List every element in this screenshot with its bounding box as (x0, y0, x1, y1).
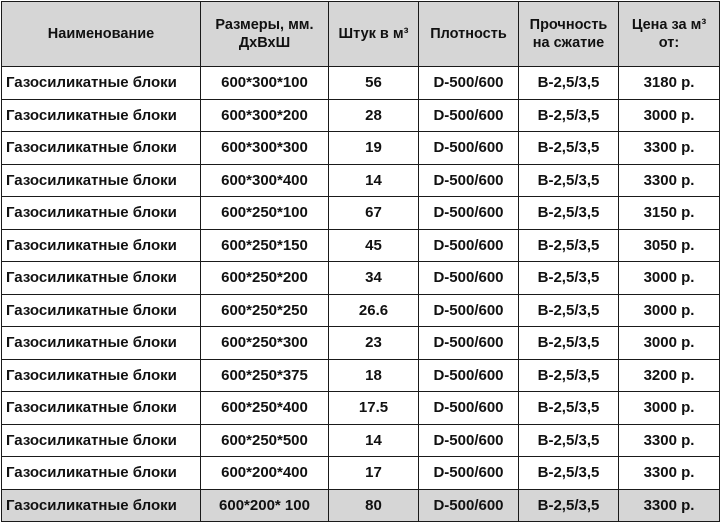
cell-strength: B-2,5/3,5 (519, 392, 619, 425)
cell-name: Газосиликатные блоки (2, 99, 201, 132)
cell-price: 3300 р. (619, 457, 720, 490)
cell-strength: B-2,5/3,5 (519, 67, 619, 100)
cell-density: D-500/600 (419, 99, 519, 132)
cell-strength: B-2,5/3,5 (519, 164, 619, 197)
cell-name: Газосиликатные блоки (2, 424, 201, 457)
cell-density: D-500/600 (419, 294, 519, 327)
cell-size: 600*200*400 (201, 457, 329, 490)
cell-pcs: 14 (329, 424, 419, 457)
cell-price: 3000 р. (619, 99, 720, 132)
cell-density: D-500/600 (419, 164, 519, 197)
cell-density: D-500/600 (419, 132, 519, 165)
price-table (1, 1, 720, 522)
cell-strength: B-2,5/3,5 (519, 197, 619, 230)
cell-size: 600*250*500 (201, 424, 329, 457)
cell-pcs: 23 (329, 327, 419, 360)
cell-density: D-500/600 (419, 67, 519, 100)
cell-pcs: 26.6 (329, 294, 419, 327)
header-size (201, 2, 329, 67)
cell-name: Газосиликатные блоки (2, 392, 201, 425)
cell-density: D-500/600 (419, 489, 519, 522)
cell-name: Газосиликатные блоки (2, 132, 201, 165)
cell-size: 600*250*300 (201, 327, 329, 360)
cell-name: Газосиликатные блоки (2, 489, 201, 522)
cell-density: D-500/600 (419, 327, 519, 360)
cell-price: 3200 р. (619, 359, 720, 392)
header-price (619, 2, 720, 67)
cell-size: 600*250*400 (201, 392, 329, 425)
cell-name: Газосиликатные блоки (2, 294, 201, 327)
table-row (2, 132, 720, 165)
cell-price: 3180 р. (619, 67, 720, 100)
cell-pcs: 17.5 (329, 392, 419, 425)
cell-pcs: 14 (329, 164, 419, 197)
header-density: Плотность (419, 2, 519, 67)
cell-name: Газосиликатные блоки (2, 359, 201, 392)
cell-size: 600*250*375 (201, 359, 329, 392)
table-row (2, 229, 720, 262)
cell-size: 600*300*200 (201, 99, 329, 132)
cell-strength: B-2,5/3,5 (519, 327, 619, 360)
table-header-row (2, 2, 720, 67)
header-size-line2: ДхВхШ (238, 35, 291, 51)
cell-price: 3300 р. (619, 164, 720, 197)
header-price-line1: Цена за м³ (631, 17, 707, 33)
table-body (2, 67, 720, 522)
cell-density: D-500/600 (419, 197, 519, 230)
cell-name: Газосиликатные блоки (2, 457, 201, 490)
cell-density: D-500/600 (419, 392, 519, 425)
header-name: Наименование (2, 2, 201, 67)
cell-name: Газосиликатные блоки (2, 197, 201, 230)
cell-density: D-500/600 (419, 424, 519, 457)
table-row (2, 392, 720, 425)
cell-pcs: 45 (329, 229, 419, 262)
cell-pcs: 18 (329, 359, 419, 392)
cell-price: 3300 р. (619, 132, 720, 165)
table-row (2, 359, 720, 392)
table-row (2, 294, 720, 327)
cell-strength: B-2,5/3,5 (519, 294, 619, 327)
cell-name: Газосиликатные блоки (2, 67, 201, 100)
cell-price: 3300 р. (619, 424, 720, 457)
cell-price: 3000 р. (619, 262, 720, 295)
cell-price: 3000 р. (619, 392, 720, 425)
cell-name: Газосиликатные блоки (2, 327, 201, 360)
cell-strength: B-2,5/3,5 (519, 424, 619, 457)
cell-price: 3000 р. (619, 327, 720, 360)
header-strength-line2: на сжатие (532, 35, 605, 51)
cell-strength: B-2,5/3,5 (519, 457, 619, 490)
table-row (2, 99, 720, 132)
table-row (2, 457, 720, 490)
header-strength (519, 2, 619, 67)
table-row (2, 424, 720, 457)
cell-price: 3000 р. (619, 294, 720, 327)
cell-size: 600*300*400 (201, 164, 329, 197)
cell-pcs: 34 (329, 262, 419, 295)
cell-price: 3150 р. (619, 197, 720, 230)
cell-strength: B-2,5/3,5 (519, 262, 619, 295)
cell-name: Газосиликатные блоки (2, 229, 201, 262)
cell-pcs: 80 (329, 489, 419, 522)
cell-density: D-500/600 (419, 359, 519, 392)
cell-name: Газосиликатные блоки (2, 262, 201, 295)
table-row (2, 67, 720, 100)
header-pcs: Штук в м³ (329, 2, 419, 67)
cell-density: D-500/600 (419, 457, 519, 490)
table-row (2, 164, 720, 197)
cell-size: 600*300*300 (201, 132, 329, 165)
cell-size: 600*250*150 (201, 229, 329, 262)
cell-strength: B-2,5/3,5 (519, 359, 619, 392)
table-row (2, 327, 720, 360)
cell-strength: B-2,5/3,5 (519, 99, 619, 132)
cell-size: 600*250*100 (201, 197, 329, 230)
cell-strength: B-2,5/3,5 (519, 229, 619, 262)
cell-size: 600*200* 100 (201, 489, 329, 522)
cell-density: D-500/600 (419, 262, 519, 295)
cell-size: 600*250*250 (201, 294, 329, 327)
cell-density: D-500/600 (419, 229, 519, 262)
cell-pcs: 19 (329, 132, 419, 165)
header-size-line1: Размеры, мм. (215, 17, 314, 33)
cell-strength: B-2,5/3,5 (519, 489, 619, 522)
header-price-line2: от: (658, 35, 680, 51)
table-row (2, 262, 720, 295)
cell-size: 600*250*200 (201, 262, 329, 295)
cell-pcs: 17 (329, 457, 419, 490)
cell-price: 3300 р. (619, 489, 720, 522)
price-table-container (0, 1, 720, 523)
header-strength-line1: Прочность (529, 17, 608, 33)
cell-price: 3050 р. (619, 229, 720, 262)
cell-pcs: 56 (329, 67, 419, 100)
cell-strength: B-2,5/3,5 (519, 132, 619, 165)
cell-pcs: 67 (329, 197, 419, 230)
cell-size: 600*300*100 (201, 67, 329, 100)
table-row (2, 489, 720, 522)
table-row (2, 197, 720, 230)
cell-name: Газосиликатные блоки (2, 164, 201, 197)
cell-pcs: 28 (329, 99, 419, 132)
